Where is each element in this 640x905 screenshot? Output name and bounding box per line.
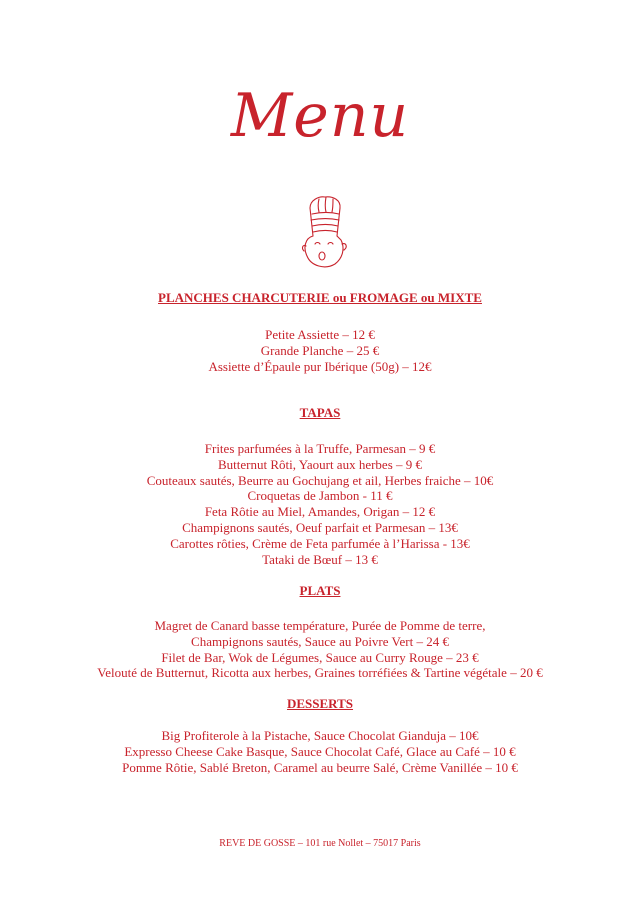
menu-item: Velouté de Butternut, Ricotta aux herbes, Graines torréfiées & Tartine végétale – 20 € xyxy=(97,665,543,681)
section-title-desserts: DESSERTS xyxy=(286,696,354,711)
section-items-planches xyxy=(0,327,640,374)
section-title-plats: PLATS xyxy=(299,583,341,598)
menu-item: Pomme Rôtie, Sablé Breton, Caramel au beurre Salé, Crème Vanillée – 10 € xyxy=(122,759,518,775)
menu-item: Champignons sautés, Oeuf parfait et Parmesan – 13€ xyxy=(182,519,458,535)
chef-hat-face-icon xyxy=(295,194,355,272)
menu-item: Filet de Bar, Wok de Légumes, Sauce au Curry Rouge – 23 € xyxy=(161,649,479,665)
section-title-tapas: TAPAS xyxy=(299,405,341,420)
menu-item: Grande Planche – 25 € xyxy=(260,342,380,358)
menu-item: Carottes rôties, Crème de Feta parfumée à l’Harissa - 13€ xyxy=(170,535,470,551)
menu-item: Petite Assiette – 12 € xyxy=(265,327,375,342)
menu-title: Menu xyxy=(230,81,410,151)
menu-item: Assiette d’Épaule pur Ibérique (50g) – 12€ xyxy=(208,358,432,374)
menu-item: Magret de Canard basse température, Purée de Pomme de terre, xyxy=(154,618,486,633)
section-title-planches: PLANCHES CHARCUTERIE ou FROMAGE ou MIXTE xyxy=(158,290,482,305)
menu-item: Couteaux sautés, Beurre au Gochujang et ail, Herbes fraiche – 10€ xyxy=(146,472,494,488)
restaurant-address-footer: REVE DE GOSSE – 101 rue Nollet – 75017 Paris xyxy=(219,838,421,849)
menu-item: Expresso Cheese Cake Basque, Sauce Chocolat Café, Glace au Café – 10 € xyxy=(124,743,516,759)
menu-item: Croquetas de Jambon - 11 € xyxy=(247,488,393,504)
section-items-desserts xyxy=(0,728,640,775)
section-items-tapas xyxy=(0,441,640,567)
menu-item: Champignons sautés, Sauce au Poivre Vert – 24 € xyxy=(191,633,449,649)
section-items-plats xyxy=(0,618,640,681)
menu-item: Feta Rôtie au Miel, Amandes, Origan – 12 € xyxy=(204,504,436,520)
menu-item: Tataki de Bœuf – 13 € xyxy=(262,551,378,567)
menu-item: Butternut Rôti, Yaourt aux herbes – 9 € xyxy=(217,456,422,472)
menu-item: Frites parfumées à la Truffe, Parmesan – 9 € xyxy=(204,441,436,456)
menu-item: Big Profiterole à la Pistache, Sauce Chocolat Gianduja – 10€ xyxy=(161,728,479,743)
